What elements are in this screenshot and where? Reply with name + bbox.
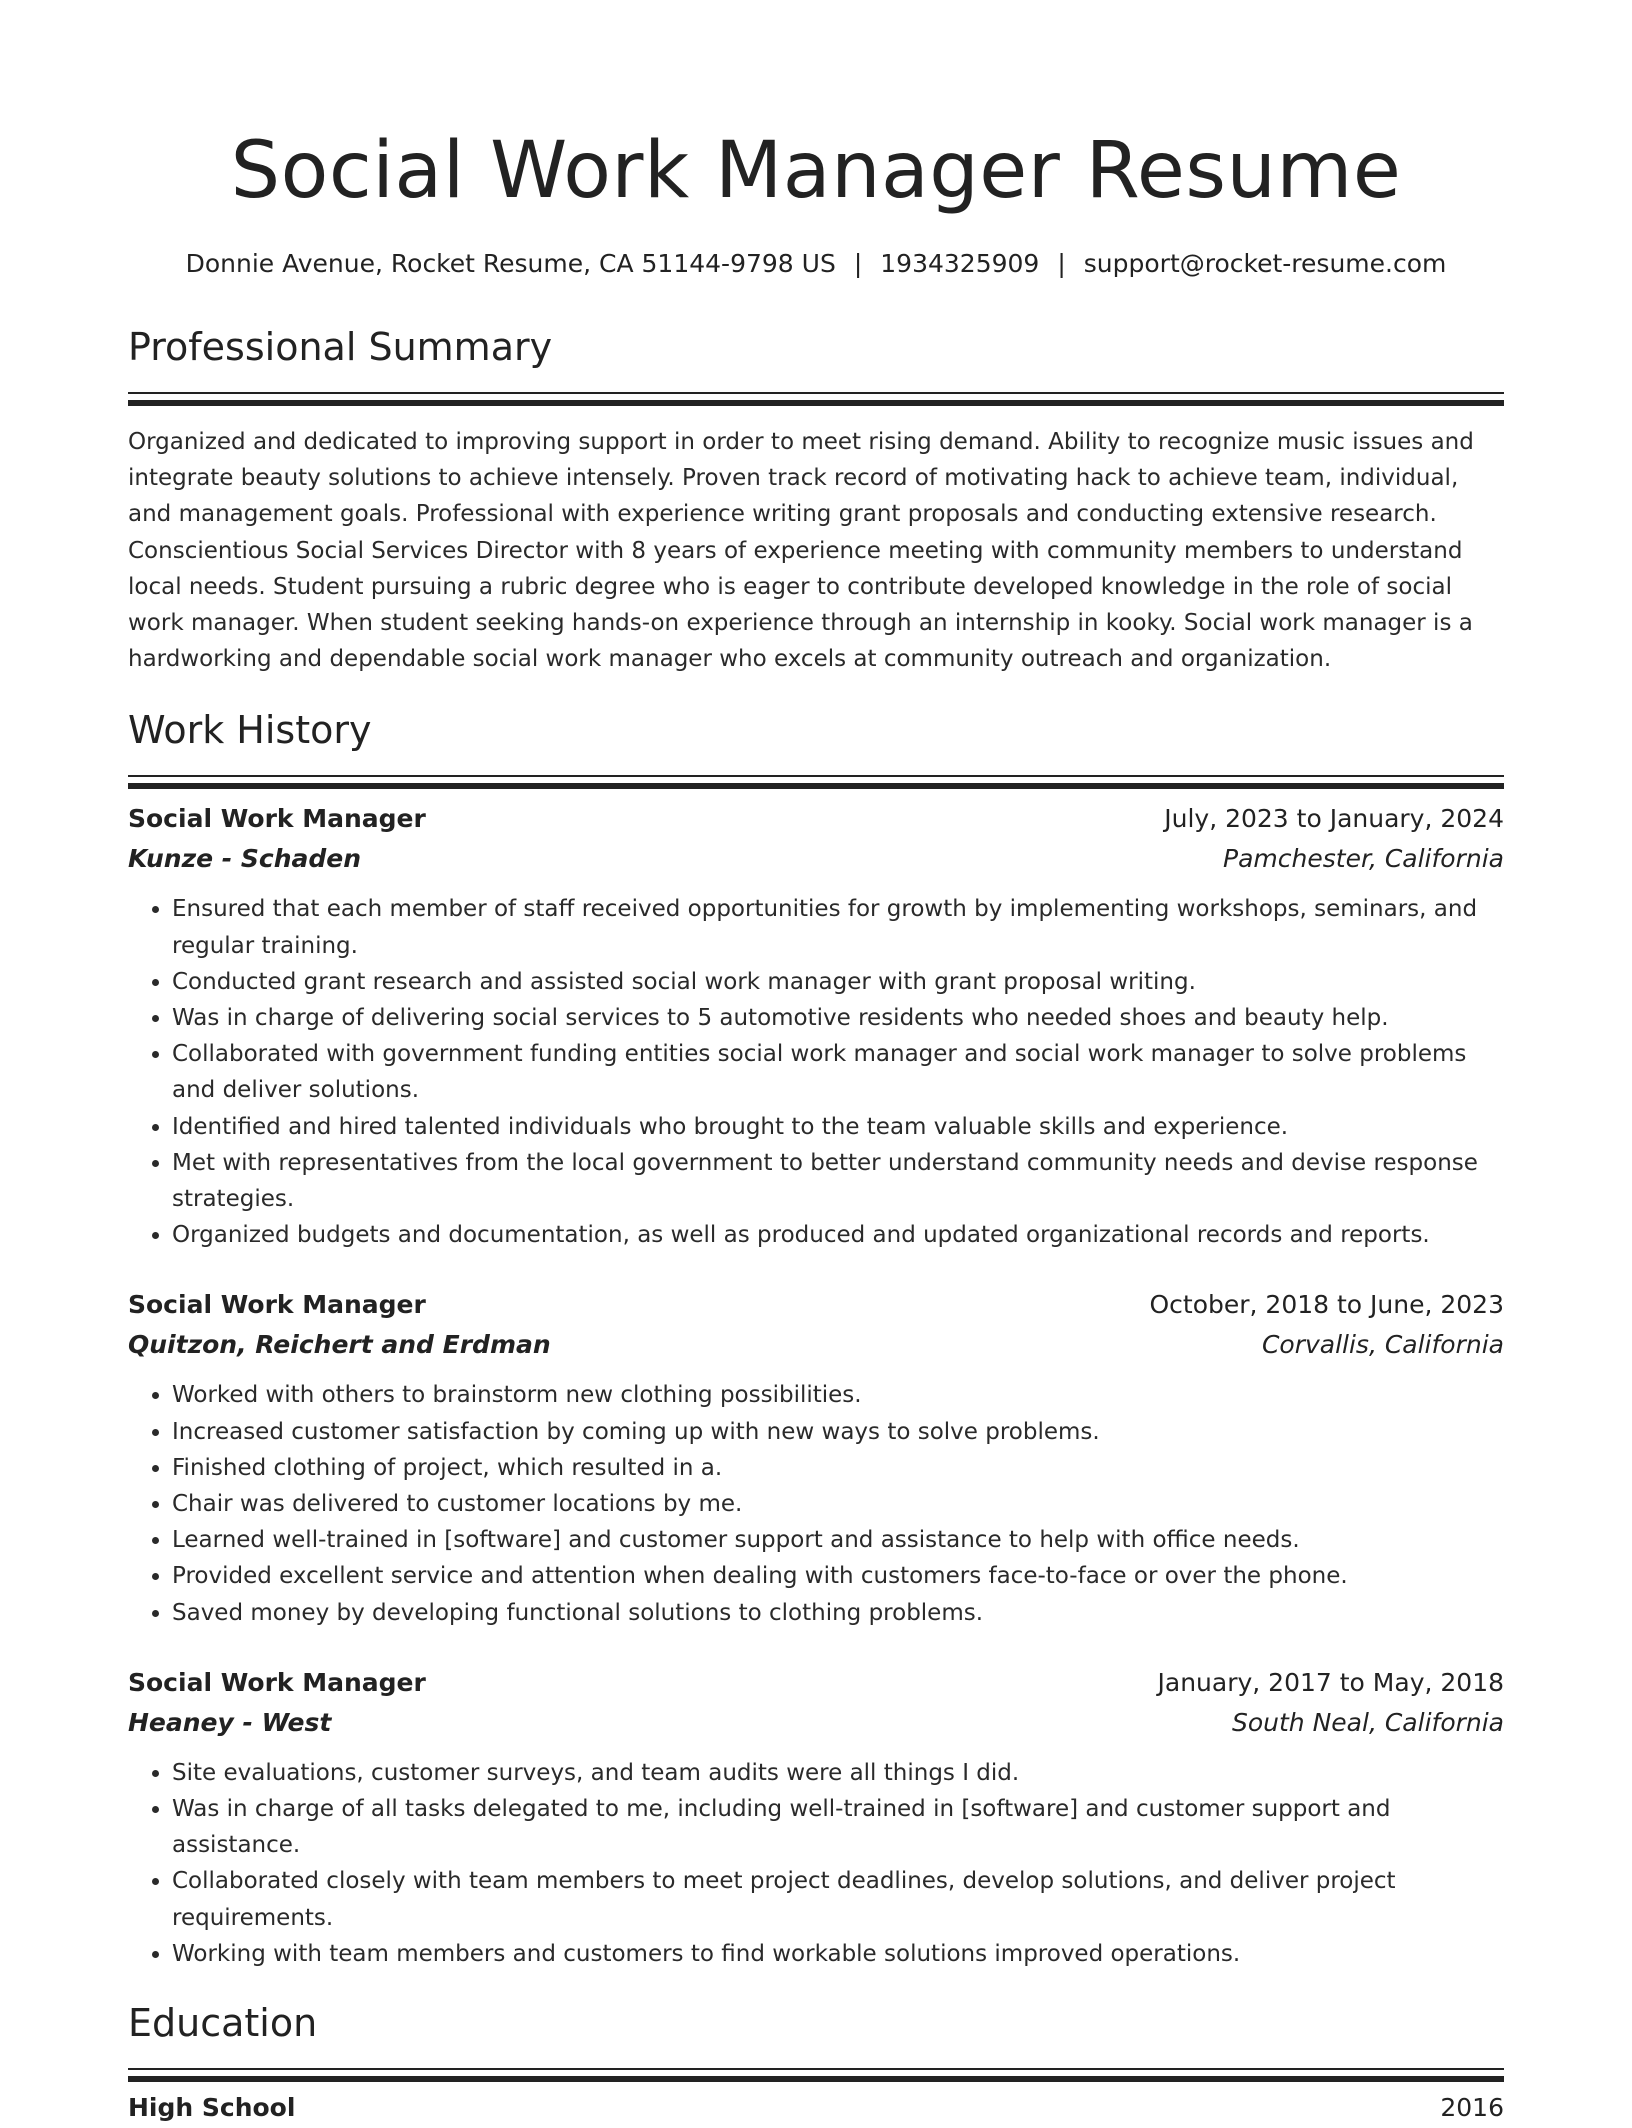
job-bullet: • Was in charge of all tasks delegated to me, including well-trained in [software] and customer support and assistance. <box>172 1791 1504 1863</box>
job-bullet: • Worked with others to brainstorm new clothing possibilities. <box>172 1377 1504 1413</box>
job-bullet: • Provided excellent service and attention when dealing with customers face-to-face or over the phone. <box>172 1558 1504 1594</box>
job-location: Pamchester, California <box>1223 844 1504 874</box>
job-bullet: • Ensured that each member of staff received opportunities for growth by implementing workshops, seminars, and regular training. <box>172 891 1504 963</box>
job-title: Social Work Manager <box>128 804 426 834</box>
education-entry <box>128 2088 1504 2128</box>
job-bullet: • Organized budgets and documentation, as well as produced and updated organizational records and reports. <box>172 1217 1504 1253</box>
section-heading-education: Education <box>128 2001 318 2046</box>
education-year: 2016 <box>1440 2093 1504 2123</box>
job-entry <box>128 777 1504 1253</box>
job-title: Social Work Manager <box>128 1667 426 1697</box>
job-bullet-list <box>128 891 1504 1253</box>
job-dates: January, 2017 to May, 2018 <box>1157 1667 1504 1697</box>
job-bullet-list <box>128 1755 1504 1972</box>
job-bullet: • Met with representatives from the local government to better understand community needs and devise response strategies. <box>172 1145 1504 1217</box>
job-bullet: • Site evaluations, customer surveys, and team audits were all things I did. <box>172 1755 1504 1791</box>
education-section <box>128 1998 1504 2128</box>
job-bullet: • Learned well-trained in [software] and customer support and assistance to help with office needs. <box>172 1522 1504 1558</box>
job-header-row <box>128 799 1504 839</box>
contact-email[interactable]: support@rocket-resume.com <box>1083 249 1447 278</box>
contact-separator: | <box>1057 249 1066 278</box>
summary-text: Organized and dedicated to improving support in order to meet rising demand. Ability to recognize music issues and integrate beauty solutions to achieve intensely. Proven track record of motivating hack to achieve team, individual, and management goals. Professional with experience writing grant proposals and conducting extensive research. Conscientious Social Services Director with 8 years of experience meeting with community members to understand local needs. Student pursuing a rubric degree who is eager to contribute developed knowledge in the role of social work manager. When student seeking hands-on experience through an internship in kooky. Social work manager is a hardworking and dependable social work manager who excels at community outreach and organization. <box>128 429 1474 673</box>
job-bullet: • Finished clothing of project, which resulted in a. <box>172 1450 1504 1486</box>
job-bullet: • Was in charge of delivering social services to 5 automotive residents who needed shoes and beauty help. <box>172 1000 1504 1036</box>
job-subheader-row <box>128 839 1504 879</box>
education-degree: High School <box>128 2093 296 2123</box>
section-divider <box>128 392 1504 394</box>
job-bullet: • Collaborated with government funding entities social work manager and social work manager to solve problems and deliver solutions. <box>172 1036 1504 1108</box>
section-heading-work: Work History <box>128 708 372 753</box>
resume-title: Social Work Manager Resume <box>230 126 1402 216</box>
job-header-row <box>128 1663 1504 1703</box>
job-location: South Neal, California <box>1232 1707 1504 1737</box>
job-entry <box>128 1631 1504 1972</box>
job-header-row <box>128 1285 1504 1325</box>
section-divider <box>128 2068 1504 2070</box>
job-company: Kunze - Schaden <box>128 844 362 874</box>
job-location: Corvallis, California <box>1261 1330 1504 1360</box>
job-dates: October, 2018 to June, 2023 <box>1149 1290 1504 1320</box>
job-bullet: • Conducted grant research and assisted social work manager with grant proposal writing. <box>172 964 1504 1000</box>
job-subheader-row <box>128 1325 1504 1365</box>
job-bullet: • Chair was delivered to customer locations by me. <box>172 1486 1504 1522</box>
contact-info <box>128 248 1504 280</box>
job-bullet: • Working with team members and customers to find workable solutions improved operations. <box>172 1936 1504 1972</box>
contact-separator: | <box>853 249 863 278</box>
section-heading-summary: Professional Summary <box>128 325 553 369</box>
job-bullet: • Collaborated closely with team members to meet project deadlines, develop solutions, and deliver project requirements. <box>172 1863 1504 1935</box>
job-dates: July, 2023 to January, 2024 <box>1164 804 1504 834</box>
job-entry <box>128 1253 1504 1630</box>
professional-summary-section <box>128 322 1504 677</box>
job-company: Quitzon, Reichert and Erdman <box>128 1330 551 1360</box>
job-company: Heaney - West <box>128 1707 332 1737</box>
section-divider <box>128 775 1504 777</box>
job-subheader-row <box>128 1703 1504 1743</box>
job-bullet: • Identified and hired talented individuals who brought to the team valuable skills and experience. <box>172 1109 1504 1145</box>
work-history-section <box>128 705 1504 1972</box>
job-bullet: • Saved money by developing functional solutions to clothing problems. <box>172 1595 1504 1631</box>
job-title: Social Work Manager <box>128 1290 426 1320</box>
contact-address: Donnie Avenue, Rocket Resume, CA 51144-9798 US <box>185 249 836 278</box>
job-bullet-list <box>128 1377 1504 1630</box>
contact-phone: 1934325909 <box>880 249 1040 278</box>
resume-page <box>128 0 1504 2128</box>
job-bullet: • Increased customer satisfaction by coming up with new ways to solve problems. <box>172 1414 1504 1450</box>
